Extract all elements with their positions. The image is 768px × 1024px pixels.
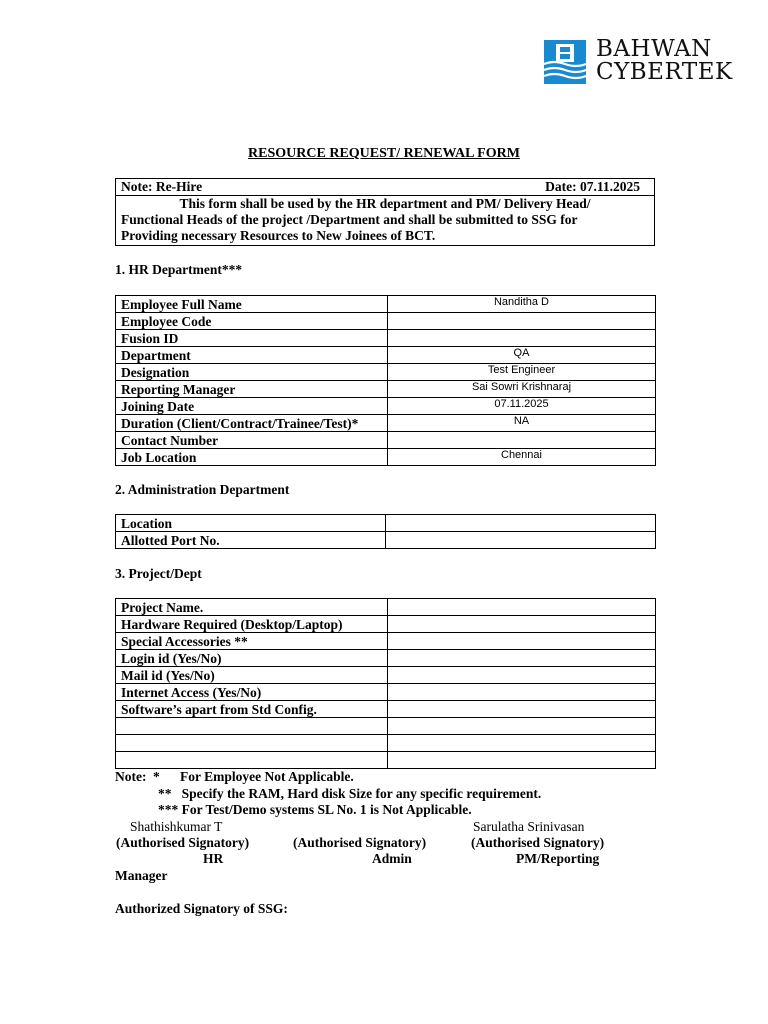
field-value[interactable] [388,616,656,633]
field-label: Hardware Required (Desktop/Laptop) [116,616,388,633]
field-value[interactable]: Test Engineer [388,364,656,381]
field-value[interactable] [386,515,656,532]
note-line-1: This form shall be used by the HR department and PM/ Delivery Head/ [179,196,591,211]
table-row [116,347,656,364]
field-label: Project Name. [116,599,388,616]
field-value[interactable] [388,432,656,449]
table-row [116,449,656,466]
note-1-mark: * [153,769,160,784]
table-row [116,432,656,449]
field-value[interactable]: 07.11.2025 [388,398,656,415]
ssg-signatory-label: Authorized Signatory of SSG: [115,901,288,916]
field-label: Designation [116,364,388,381]
field-label: Mail id (Yes/No) [116,667,388,684]
logo-line-1: BAHWAN [596,36,712,62]
table-row [116,735,656,752]
table-row [116,398,656,415]
company-logo-text [596,38,733,84]
field-value[interactable] [388,633,656,650]
field-value[interactable]: Chennai [388,449,656,466]
field-value[interactable] [388,735,656,752]
pm-role-continued: Manager [115,868,168,883]
project-section-heading: 3. Project/Dept [115,566,202,581]
table-row [116,381,656,398]
table-row [116,415,656,432]
field-label [116,718,388,735]
field-label: Allotted Port No. [116,532,386,549]
field-value[interactable]: NA [388,415,656,432]
company-logo-icon [544,40,586,84]
note-2-text: ** Specify the RAM, Hard disk Size for any specific requirement. [158,786,542,801]
table-row [116,633,656,650]
field-label: Login id (Yes/No) [116,650,388,667]
field-label [116,752,388,769]
field-value[interactable] [388,330,656,347]
notes-label: Note: [115,769,147,784]
field-value[interactable] [388,313,656,330]
field-label: Employee Full Name [116,296,388,313]
hr-section-heading: 1. HR Department*** [115,262,243,277]
field-value[interactable] [388,684,656,701]
hr-authorised-signatory: (Authorised Signatory) [116,835,250,850]
table-row [116,599,656,616]
logo-line-2: CYBERTEK [596,59,733,85]
field-label: Duration (Client/Contract/Trainee/Test)* [116,415,388,432]
hr-role: HR [203,851,224,866]
field-label: Reporting Manager [116,381,388,398]
field-label: Internet Access (Yes/No) [116,684,388,701]
field-label: Special Accessories ** [116,633,388,650]
project-table [115,598,656,769]
note-label: Note: Re-Hire [121,179,203,194]
form-title: RESOURCE REQUEST/ RENEWAL FORM [248,146,520,161]
note-box [115,178,655,246]
field-value[interactable] [386,532,656,549]
note-3-text: *** For Test/Demo systems SL No. 1 is Not Applicable. [158,802,472,817]
hr-table [115,295,656,466]
hr-signatory-name: Shathishkumar T [130,819,223,834]
field-label [116,735,388,752]
field-value[interactable]: Nanditha D [388,296,656,313]
field-value[interactable] [388,718,656,735]
note-line-3: Providing necessary Resources to New Joinees of BCT. [121,228,436,243]
field-label: Joining Date [116,398,388,415]
field-label: Department [116,347,388,364]
table-row [116,616,656,633]
field-label: Fusion ID [116,330,388,347]
field-value[interactable]: QA [388,347,656,364]
admin-role: Admin [372,851,412,866]
pm-role: PM/Reporting [516,851,600,866]
note-line-2: Functional Heads of the project /Department and shall be submitted to SSG for [121,212,578,227]
field-label: Contact Number [116,432,388,449]
field-value[interactable] [388,667,656,684]
field-label: Job Location [116,449,388,466]
field-label: Employee Code [116,313,388,330]
table-row [116,650,656,667]
date-label: Date: 07.11.2025 [545,179,640,194]
admin-section-heading: 2. Administration Department [115,482,290,497]
field-label: Location [116,515,386,532]
field-value[interactable] [388,752,656,769]
admin-table [115,514,656,549]
note-box-header [116,179,654,196]
table-row [116,684,656,701]
table-row [116,330,656,347]
admin-authorised-signatory: (Authorised Signatory) [293,835,427,850]
table-row [116,532,656,549]
table-row [116,718,656,735]
field-label: Software’s apart from Std Config. [116,701,388,718]
note-1-text: For Employee Not Applicable. [180,769,354,784]
field-value[interactable]: Sai Sowri Krishnaraj [388,381,656,398]
field-value[interactable] [388,701,656,718]
table-row [116,313,656,330]
field-value[interactable] [388,599,656,616]
table-row [116,752,656,769]
table-row [116,667,656,684]
table-row [116,515,656,532]
table-row [116,701,656,718]
pm-authorised-signatory: (Authorised Signatory) [471,835,605,850]
pm-signatory-name: Sarulatha Srinivasan [473,819,585,834]
field-value[interactable] [388,650,656,667]
table-row [116,296,656,313]
table-row [116,364,656,381]
